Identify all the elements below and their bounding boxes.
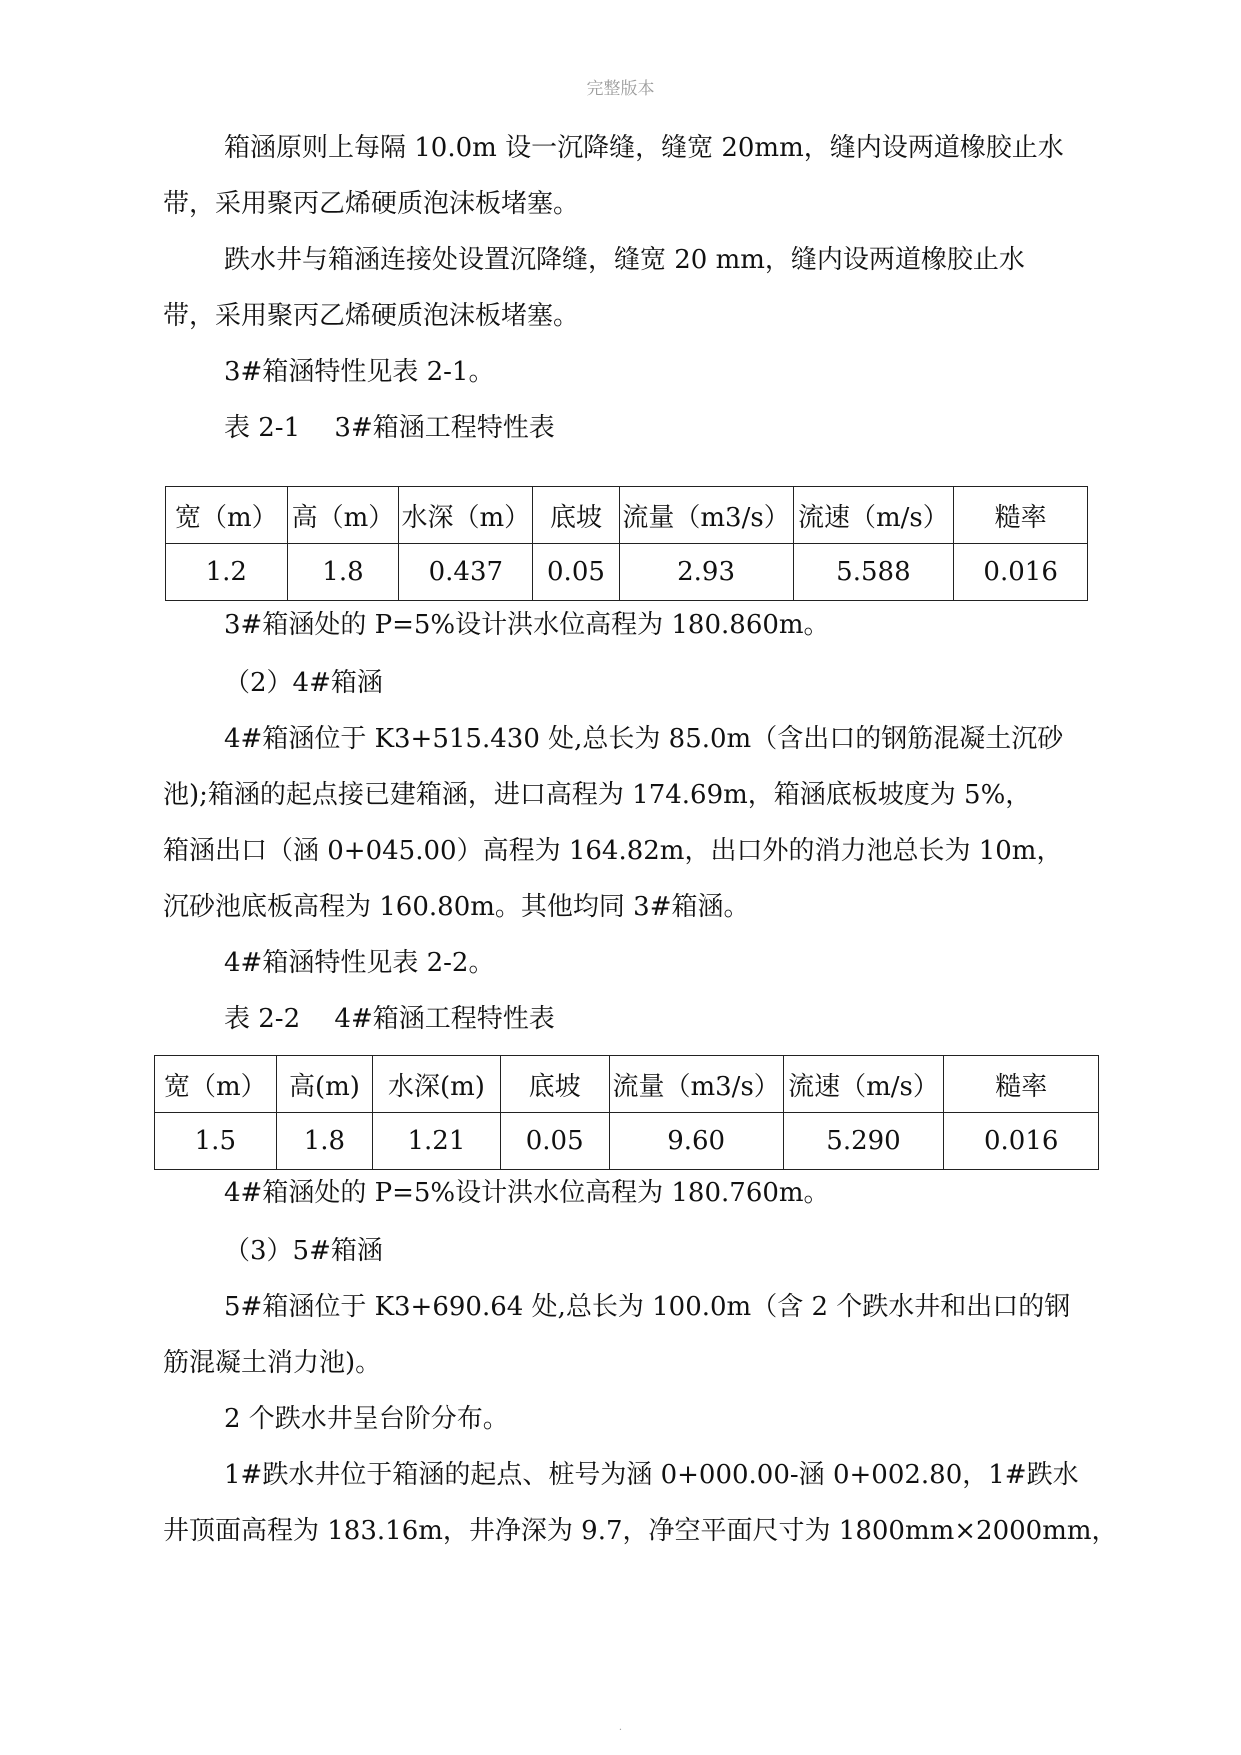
table1-cell: 5.588 bbox=[793, 544, 954, 601]
table1-header-cell: 糙率 bbox=[954, 487, 1088, 544]
para5-line1: 4#箱涵位于 K3+515.430 处,总长为 85.0m（含出口的钢筋混凝土沉砂 bbox=[224, 724, 1064, 754]
table1-header-cell: 流速（m/s） bbox=[793, 487, 954, 544]
table1-header-cell: 水深（m） bbox=[399, 487, 533, 544]
table1-cell: 0.437 bbox=[399, 544, 533, 601]
table1-header-cell: 底坡 bbox=[533, 487, 619, 544]
page-footer-mark: . bbox=[618, 1722, 623, 1733]
para5-line2: 池);箱涵的起点接已建箱涵，进口高程为 174.69m，箱涵底板坡度为 5%， bbox=[163, 780, 1032, 810]
para1-line2: 带，采用聚丙乙烯硬质泡沫板堵塞。 bbox=[163, 189, 580, 219]
table2 bbox=[154, 1055, 1099, 1170]
para4: 3#箱涵处的 P=5%设计洪水位高程为 180.860m。 bbox=[224, 610, 830, 640]
table1-header-cell: 宽（m） bbox=[166, 487, 288, 544]
table2-cell: 0.05 bbox=[500, 1113, 609, 1170]
table2-cell: 1.21 bbox=[373, 1113, 500, 1170]
table1-cell: 0.05 bbox=[533, 544, 619, 601]
table2-cell: 1.5 bbox=[155, 1113, 277, 1170]
table1-header-cell: 高（m） bbox=[287, 487, 399, 544]
para6: 4#箱涵特性见表 2-2。 bbox=[224, 948, 495, 978]
para10-line1: 1#跌水井位于箱涵的起点、桩号为涵 0+000.00-涵 0+002.80，1#跌水 bbox=[224, 1460, 1079, 1490]
para8-line1: 5#箱涵位于 K3+690.64 处,总长为 100.0m（含 2 个跌水井和出口的钢 bbox=[224, 1292, 1071, 1322]
table2-header-row bbox=[155, 1056, 1099, 1113]
table1-cell: 1.8 bbox=[287, 544, 399, 601]
para1-line1: 箱涵原则上每隔 10.0m 设一沉降缝，缝宽 20mm，缝内设两道橡胶止水 bbox=[224, 133, 1064, 163]
table1-header-row bbox=[166, 487, 1088, 544]
table2-cell: 5.290 bbox=[783, 1113, 944, 1170]
table1-value-row bbox=[166, 544, 1088, 601]
table2-header-cell: 宽（m） bbox=[155, 1056, 277, 1113]
table1 bbox=[165, 486, 1088, 601]
table1-caption: 表 2-1 3#箱涵工程特性表 bbox=[224, 413, 555, 443]
para3: 3#箱涵特性见表 2-1。 bbox=[224, 357, 495, 387]
para5-line3: 箱涵出口（涵 0+045.00）高程为 164.82m，出口外的消力池总长为 10m， bbox=[163, 836, 1063, 866]
para9: 2 个跌水井呈台阶分布。 bbox=[224, 1404, 509, 1434]
page-header: 完整版本 bbox=[586, 79, 655, 99]
table2-header-cell: 高(m) bbox=[276, 1056, 373, 1113]
table1-cell: 0.016 bbox=[954, 544, 1088, 601]
para7: 4#箱涵处的 P=5%设计洪水位高程为 180.760m。 bbox=[224, 1178, 830, 1208]
table2-header-cell: 流量（m3/s） bbox=[609, 1056, 783, 1113]
table2-cell: 1.8 bbox=[276, 1113, 373, 1170]
section3-heading: （3）5#箱涵 bbox=[224, 1236, 383, 1266]
table2-caption: 表 2-2 4#箱涵工程特性表 bbox=[224, 1004, 555, 1034]
table1-cell: 1.2 bbox=[166, 544, 288, 601]
para2-line2: 带，采用聚丙乙烯硬质泡沫板堵塞。 bbox=[163, 301, 580, 331]
table1-cell: 2.93 bbox=[619, 544, 793, 601]
table2-value-row bbox=[155, 1113, 1099, 1170]
table2-header-cell: 糙率 bbox=[944, 1056, 1099, 1113]
table2-header-cell: 流速（m/s） bbox=[783, 1056, 944, 1113]
section2-heading: （2）4#箱涵 bbox=[224, 668, 383, 698]
para10-line2: 井顶面高程为 183.16m，井净深为 9.7，净空平面尺寸为 1800mm×2000mm， bbox=[163, 1516, 1118, 1546]
table2-header-cell: 水深(m) bbox=[373, 1056, 500, 1113]
table1-header-cell: 流量（m3/s） bbox=[619, 487, 793, 544]
table2-header-cell: 底坡 bbox=[500, 1056, 609, 1113]
table2-cell: 9.60 bbox=[609, 1113, 783, 1170]
table2-cell: 0.016 bbox=[944, 1113, 1099, 1170]
para2-line1: 跌水井与箱涵连接处设置沉降缝，缝宽 20 mm，缝内设两道橡胶止水 bbox=[224, 245, 1025, 275]
para5-line4: 沉砂池底板高程为 160.80m。其他均同 3#箱涵。 bbox=[163, 892, 750, 922]
para8-line2: 筋混凝土消力池)。 bbox=[163, 1348, 382, 1378]
